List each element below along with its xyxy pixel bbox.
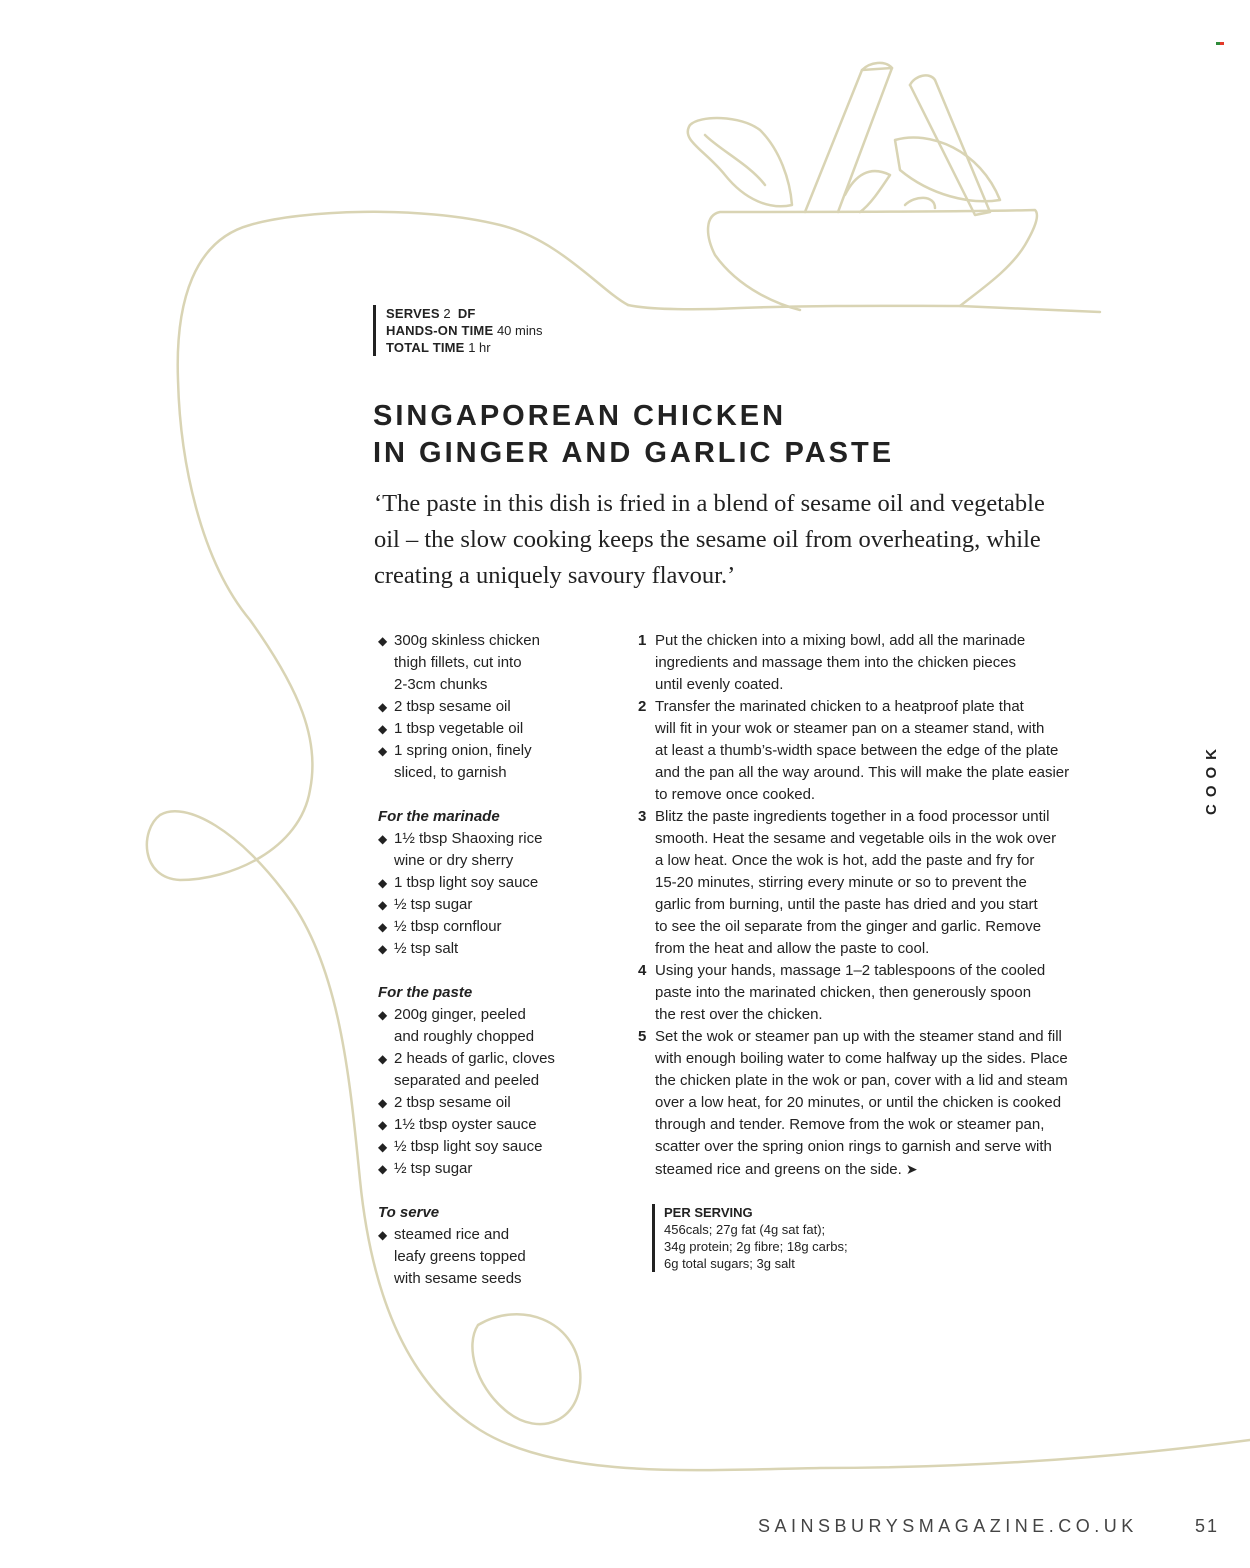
section-tab [1193,735,1229,815]
step-number: 5 [638,1028,647,1045]
nutrition-line-1: 456cals; 27g fat (4g sat fat); [664,1222,826,1237]
step-text: steamed rice and greens on the side. [655,1161,902,1178]
step-number: 3 [638,808,647,825]
ingredient-item [378,740,618,784]
ingredient-text: thigh fillets, cut into [394,654,522,671]
ingredient-text: sliced, to garnish [394,764,507,781]
ingredient-text: steamed rice and [394,1226,510,1243]
ingredients-main-list [378,630,618,784]
step-text: Transfer the marinated chicken to a heatproof plate that [655,698,1024,715]
ingredients-paste [378,982,618,1180]
ingredient-text: 1 tbsp vegetable oil [394,720,524,737]
ingredient-item [378,1136,618,1158]
step-text: the rest over the chicken. [655,1006,823,1023]
step-text: smooth. Heat the sesame and vegetable oils in the wok over [655,830,1057,847]
ingredient-item [378,718,618,740]
step-text: to see the oil separate from the ginger and garlic. Remove [655,918,1042,935]
ingredient-item [378,630,618,696]
hands-on-label: HANDS-ON TIME [386,323,494,338]
paste-heading: For the paste [378,984,473,1001]
ingredient-item [378,696,618,718]
step-text: through and tender. Remove from the wok or steamer pan, [655,1116,1045,1133]
step-text: from the heat and allow the paste to cool. [655,940,930,957]
ingredient-text: 2-3cm chunks [394,676,488,693]
intro-quote [374,486,1094,594]
method-step [638,696,1123,806]
step-text: garlic from burning, until the paste has dried and you start [655,896,1038,913]
step-number: 2 [638,698,647,715]
step-text: the chicken plate in the wok or pan, cover with a lid and steam [655,1072,1068,1089]
ingredients-serve [378,1202,618,1290]
quote-line-1: ‘The paste in this dish is fried in a blend of sesame oil and vegetable [374,490,1045,517]
nutrition-line-2: 34g protein; 2g fibre; 18g carbs; [664,1239,848,1254]
ingredient-text: 2 tbsp sesame oil [394,698,511,715]
ingredient-text: ½ tsp sugar [394,896,473,913]
step-text: at least a thumb’s-width space between the edge of the plate [655,742,1059,759]
serve-heading: To serve [378,1204,440,1221]
ingredient-text: 1½ tbsp Shaoxing rice [394,830,543,847]
title-line-1: SINGAPOREAN CHICKEN [373,400,787,432]
ingredient-text: leafy greens topped [394,1248,526,1265]
ingredients-marinade-list [378,828,618,960]
ingredients-column [378,630,618,1312]
step-text: Using your hands, massage 1–2 tablespoons of the cooled [655,962,1046,979]
footer-website: SAINSBURYSMAGAZINE.CO.UK [758,1516,1138,1536]
method-step [638,1026,1123,1181]
step-text: with enough boiling water to come halfway up the sides. Place [655,1050,1068,1067]
method-steps [638,630,1123,1181]
ingredient-text: ½ tsp sugar [394,1160,473,1177]
hands-on-value: 40 mins [496,323,543,338]
serves-value: 2 [443,306,451,321]
quote-line-3: creating a uniquely savoury flavour.’ [374,562,736,589]
ingredient-item [378,1048,618,1092]
nutrition-info [652,1204,848,1272]
ingredient-item [378,872,618,894]
ingredient-text: and roughly chopped [394,1028,535,1045]
corner-color-mark [1216,32,1224,38]
total-time-value: 1 hr [468,340,491,355]
marinade-heading: For the marinade [378,808,500,825]
ingredient-text: ½ tbsp light soy sauce [394,1138,543,1155]
ingredients-marinade [378,806,618,960]
recipe-title [373,398,894,472]
total-time-label: TOTAL TIME [386,340,465,355]
end-arrow-icon: ➤ [905,1161,918,1177]
step-text: a low heat. Once the wok is hot, add the paste and fry for [655,852,1035,869]
ingredient-text: wine or dry sherry [394,852,514,869]
ingredient-text: ½ tbsp cornflour [394,918,502,935]
ingredient-text: separated and peeled [394,1072,540,1089]
ingredient-text: 2 heads of garlic, cloves [394,1050,555,1067]
method-step [638,630,1123,696]
ingredient-text: 2 tbsp sesame oil [394,1094,511,1111]
step-text: over a low heat, for 20 minutes, or until the chicken is cooked [655,1094,1062,1111]
ingredient-item [378,828,618,872]
ingredient-text: ½ tsp salt [394,940,459,957]
step-text: to remove once cooked. [655,786,816,803]
step-text: Put the chicken into a mixing bowl, add all the marinade [655,632,1026,649]
step-number: 4 [638,962,647,979]
ingredient-item [378,938,618,960]
page-number: 51 [1195,1516,1220,1536]
section-tab-label: COOK [1203,742,1220,815]
ingredient-text: 300g skinless chicken [394,632,540,649]
nutrition-line-3: 6g total sugars; 3g salt [664,1256,795,1271]
step-text: scatter over the spring onion rings to garnish and serve with [655,1138,1052,1155]
ingredient-item [378,1004,618,1048]
ingredient-item [378,894,618,916]
step-text: until evenly coated. [655,676,784,693]
title-line-2: IN GINGER AND GARLIC PASTE [373,437,895,469]
ingredients-serve-list [378,1224,618,1290]
method-step [638,806,1123,960]
step-text: 15-20 minutes, stirring every minute or so to prevent the [655,874,1027,891]
ingredient-item [378,1114,618,1136]
ingredient-text: with sesame seeds [394,1270,522,1287]
ingredient-text: 200g ginger, peeled [394,1006,526,1023]
method-step [638,960,1123,1026]
step-text: paste into the marinated chicken, then generously spoon [655,984,1032,1001]
ingredients-main [378,630,618,784]
ingredient-item [378,1158,618,1180]
ingredient-text: 1½ tbsp oyster sauce [394,1116,537,1133]
mortar-bowl-icon [628,210,1037,310]
step-text: ingredients and massage them into the chicken pieces [655,654,1017,671]
serves-label: SERVES [386,306,440,321]
nutrition-heading: PER SERVING [664,1205,753,1220]
recipe-meta [373,305,542,356]
step-text: Set the wok or steamer pan up with the steamer stand and fill [655,1028,1062,1045]
ingredient-item [378,1092,618,1114]
step-text: Blitz the paste ingredients together in a food processor until [655,808,1050,825]
ingredient-item [378,1224,618,1290]
ingredient-text: 1 spring onion, finely [394,742,532,759]
step-text: and the pan all the way around. This will make the plate easier [655,764,1070,781]
ingredient-item [378,916,618,938]
ingredient-text: 1 tbsp light soy sauce [394,874,539,891]
quote-line-2: oil – the slow cooking keeps the sesame oil from overheating, while [374,526,1041,553]
diet-tag: DF [457,306,476,321]
step-number: 1 [638,632,647,649]
ingredients-paste-list [378,1004,618,1180]
step-text: will fit in your wok or steamer pan on a steamer stand, with [655,720,1045,737]
